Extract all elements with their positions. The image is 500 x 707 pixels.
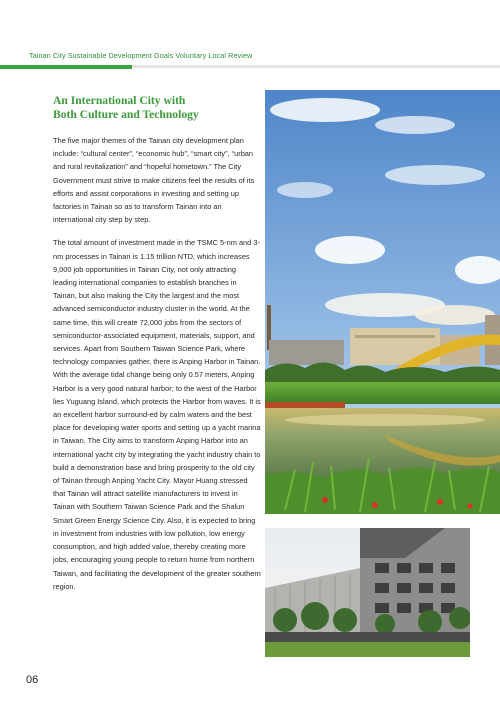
running-header: Tainan City Sustainable Development Goals Voluntary Local Review xyxy=(29,51,253,60)
article-body xyxy=(53,134,261,603)
article-title-line-1: An International City with xyxy=(53,94,186,107)
page-number: 06 xyxy=(26,674,39,686)
article-paragraph-2: The total amount of investment made in the TSMC 5-nm and 3-nm processes in Tainan is 1.15 trillion NTD, which increases 9,000 job opportunities in Tainan City, not only attracting leading international companies to establish branches in Tainan, but also making the City the largest and the most advanced semiconductor industry cluster in the world. At the same time, this will create 72,000 jobs from the sectors of semiconductor-associated equipment, materials, support, and services. Apart from Southern Taiwan Science Park, where technology companies gather, there is Anping Harbor in Tainan. With the average tidal change being only 0.57 meters, Anping Harbor is a very good natural harbor; to the west of the Harbor lies Yuguang Island, which protects the Harbor from waves. It is an excellent harbor surround-ed by calm waters and the best place for developing water sports and setting up a yacht marina in Taiwan. The City aims to transform Anping Harbor into an international yacht city by integrating the yacht industry chain to build a demonstration base and bring prosperity to the old city of Tainan through Anping Yacht City. Mayor Huang stressed that Tainan will attract satellite manufacturers to invest in Tainan with Southern Taiwan Science Park and the Shalun Smart Green Energy Science City. Also, it is expected to bring in investment from industries with low pollution, low energy consumption, and high added value, thereby creating more jobs, encouraging young people to return home from northern Taiwan, and facilitating the development of the greater southern region. xyxy=(53,238,261,591)
article-title xyxy=(53,94,253,122)
government-building-photo xyxy=(265,528,470,657)
article-paragraph-1: The five major themes of the Tainan city development plan include: “cultural center”, “economic hub”, “smart city”, “urban and rural revitalization” and “hopeful hometown.” The City Government must strive to make citizens feel the results of its efforts and assist corporations in investing and setting up factories in Tainan so as to transform Tainan into an international city step by step. xyxy=(53,136,255,225)
header-accent-bar xyxy=(0,65,132,69)
science-park-photo xyxy=(265,90,500,514)
article-title-line-2: Both Culture and Technology xyxy=(53,108,199,121)
